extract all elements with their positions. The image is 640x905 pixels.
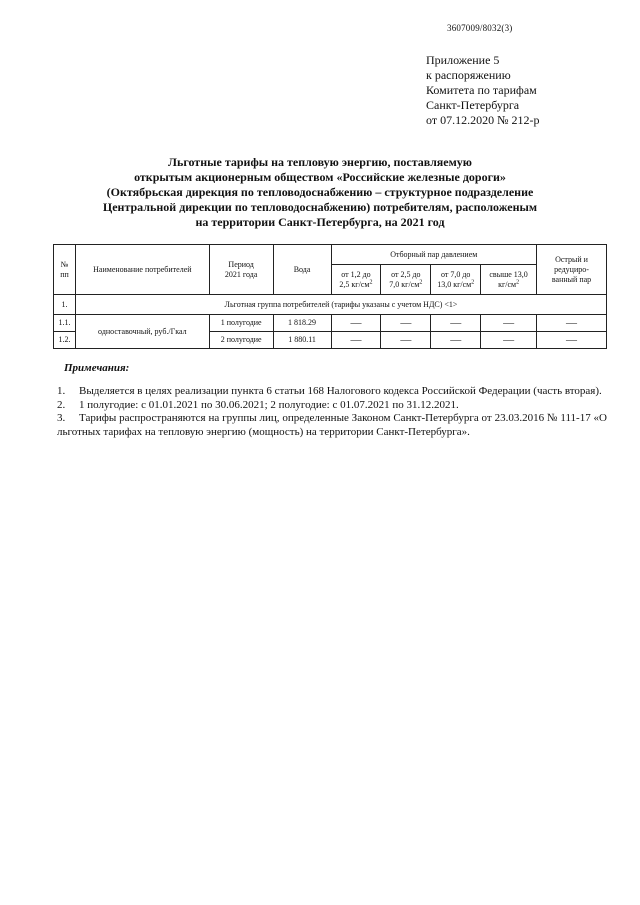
title-line: (Октябрьская дирекция по тепловодоснабжению – структурное подразделение bbox=[106, 185, 534, 199]
row-p4: — bbox=[481, 315, 537, 332]
tariff-table bbox=[53, 244, 607, 349]
table-row bbox=[54, 315, 607, 332]
notes-list bbox=[57, 385, 607, 439]
header-sharp-steam: Острый и редуциро- ванный пар bbox=[537, 245, 607, 295]
note-number: 1. bbox=[57, 385, 66, 397]
header-pressure-3: от 7,0 до 13,0 $кг/см^2$ bbox=[431, 265, 481, 295]
note-text: 1 полугодие: с 01.01.2021 по 30.06.2021; 2 полугодие: с 01.07.2021 по 31.12.2021. bbox=[79, 398, 459, 411]
consumer-label: одноставочный, руб./Гкал bbox=[75, 315, 209, 349]
header-water: Вода bbox=[273, 245, 331, 295]
row-period: 1 полугодие bbox=[209, 315, 273, 332]
document-title bbox=[60, 155, 580, 230]
header-steam-group: Отборный пар давлением bbox=[331, 245, 537, 265]
row-period: 2 полугодие bbox=[209, 332, 273, 349]
row-p2: — bbox=[381, 315, 431, 332]
row-number: 1.1. bbox=[54, 315, 76, 332]
appendix-line: Приложение 5 bbox=[426, 53, 500, 67]
row-number: 1.2. bbox=[54, 332, 76, 349]
row-p1: — bbox=[331, 315, 381, 332]
note-text: Тарифы распространяются на группы лиц, определенные Законом Санкт-Петербурга от 23.03.2016 № 111-17 «О льготных тарифах на тепловую энергию (мощность) на территории Санкт-Петербурга». bbox=[57, 412, 607, 438]
note-text: Выделяется в целях реализации пункта 6 статьи 168 Налогового кодекса Российской Федерации (часть вторая). bbox=[79, 385, 602, 397]
row-p3: — bbox=[431, 332, 481, 349]
row-p3: — bbox=[431, 315, 481, 332]
document-number: 3607009/8032(3) bbox=[447, 23, 513, 33]
group-row-label: Льготная группа потребителей (тарифы указаны с учетом НДС) <1> bbox=[75, 295, 606, 315]
row-sharp: — bbox=[537, 332, 607, 349]
appendix-block bbox=[426, 53, 540, 128]
header-pressure-4: свыше 13,0 $кг/см^2$ bbox=[481, 265, 537, 295]
row-p2: — bbox=[381, 332, 431, 349]
row-p4: — bbox=[481, 332, 537, 349]
title-line: на территории Санкт-Петербурга, на 2021 год bbox=[195, 215, 445, 229]
row-p1: — bbox=[331, 332, 381, 349]
note-item bbox=[57, 399, 607, 413]
note-number: 3. bbox=[57, 412, 66, 424]
note-item bbox=[57, 385, 607, 399]
title-line: открытым акционерным обществом «Российские железные дороги» bbox=[134, 170, 506, 184]
note-item bbox=[57, 412, 607, 439]
appendix-line: к распоряжению bbox=[426, 68, 511, 82]
row-sharp: — bbox=[537, 315, 607, 332]
title-line: Центральной дирекции по тепловодоснабжению) потребителям, расположеным bbox=[102, 200, 538, 214]
row-water: 1 880.11 bbox=[273, 332, 331, 349]
header-pressure-2: от 2,5 до 7,0 $кг/см^2$ bbox=[381, 265, 431, 295]
header-consumer: Наименование потребителей bbox=[75, 245, 209, 295]
title-line: Льготные тарифы на тепловую энергию, поставляемую bbox=[168, 155, 472, 169]
header-period: Период 2021 года bbox=[209, 245, 273, 295]
row-water: 1 818.29 bbox=[273, 315, 331, 332]
header-number: № пп bbox=[54, 245, 76, 295]
group-row-number: 1. bbox=[54, 295, 76, 315]
notes-title: Примечания: bbox=[64, 362, 130, 374]
appendix-line: Санкт-Петербурга bbox=[426, 98, 520, 112]
header-pressure-1: от 1,2 до 2,5 $кг/см^2$ bbox=[331, 265, 381, 295]
note-number: 2. bbox=[57, 398, 66, 411]
appendix-line: Комитета по тарифам bbox=[426, 83, 537, 97]
appendix-line: от 07.12.2020 № 212-р bbox=[426, 113, 540, 127]
